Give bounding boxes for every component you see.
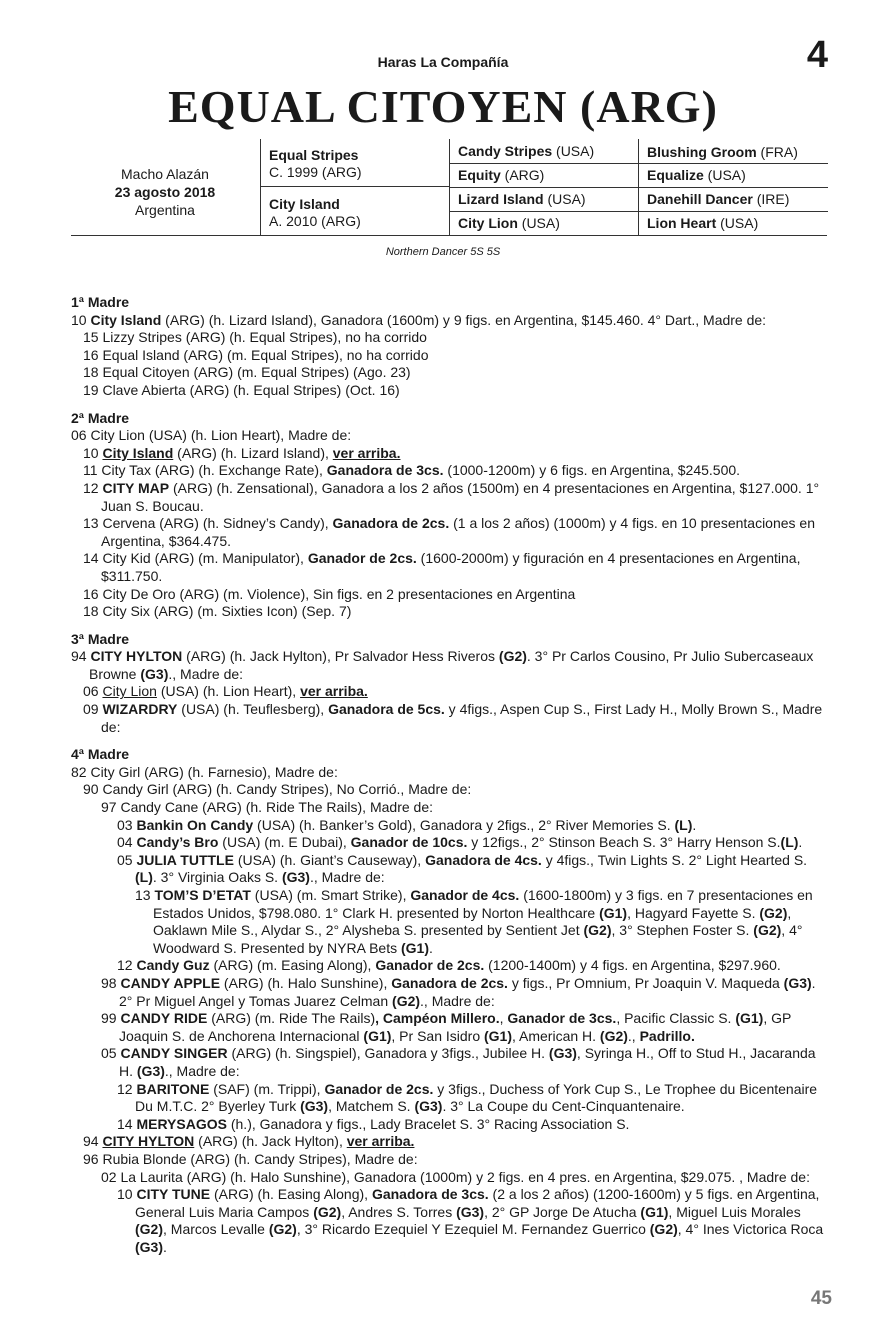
- produce-entry: [71, 1081, 831, 1116]
- page-number: 45: [810, 1288, 832, 1309]
- entry-text: (G2): [753, 922, 782, 939]
- entry-text: , American H.: [512, 1027, 600, 1044]
- produce-entry: [71, 701, 831, 736]
- entry-text: .,: [627, 1027, 640, 1044]
- dam-section: [71, 410, 831, 621]
- cross-reference-text: ver arriba.: [346, 1133, 415, 1150]
- produce-entry: [71, 781, 831, 799]
- dam-section: [71, 294, 831, 400]
- produce-entry: [71, 957, 831, 975]
- entry-text: (G2): [392, 992, 421, 1009]
- entry-text: 03: [117, 816, 137, 833]
- great-grandparent-2: [639, 167, 828, 183]
- entry-text: (G3): [136, 1062, 165, 1079]
- entry-text: 10: [83, 444, 103, 461]
- great-grandparent-country: (IRE): [752, 191, 790, 207]
- entry-text: Ganadora de 2cs.: [332, 515, 450, 532]
- entry-text: Ganador de 2cs.: [324, 1080, 434, 1097]
- entry-text: 12: [117, 957, 137, 974]
- entry-text: (G2): [759, 904, 788, 921]
- entry-text: y 4figs., Twin Lights S. 2° Light Hearted S.: [541, 851, 808, 868]
- entry-text: . 3° Pr Carlos Cousino, Pr Julio Subercaseaux Browne: [89, 648, 814, 682]
- grandparent-2: [450, 167, 638, 183]
- divider: [639, 211, 828, 212]
- entry-text: 16 City De Oro (ARG) (m. Violence), Sin figs. en 2 presentaciones en Argentina: [83, 585, 576, 602]
- entry-text: , Marcos Levalle: [163, 1221, 269, 1238]
- section-title: 4ª Madre: [71, 746, 130, 763]
- lot-number: 4: [806, 34, 828, 76]
- grandparent-country: (USA): [517, 215, 560, 231]
- produce-entry: [71, 603, 831, 621]
- entry-text: ., Madre de:: [164, 1062, 240, 1079]
- great-grandparent-name: Lion Heart: [647, 215, 717, 231]
- entry-text: y figs., Pr Omnium, Pr Joaquin V. Maqueda: [507, 974, 784, 991]
- great-grandparents-column: [638, 139, 828, 235]
- entry-text: ,: [499, 1010, 508, 1027]
- cross-reference-text: CITY HYLTON: [102, 1133, 195, 1150]
- entry-text: , Oaklawn Mile S., Alydar S., 2° Alysheba S. presented by Sentient Jet: [153, 904, 792, 939]
- section-title: 2ª Madre: [71, 409, 130, 426]
- entry-text: (USA) (h. Teuflesberg),: [177, 701, 329, 718]
- pedigree-table: [71, 139, 827, 236]
- entry-text: Ganador de 2cs.: [307, 550, 417, 567]
- great-grandparent-name: Blushing Groom: [647, 144, 757, 160]
- sex-color: Macho Alazán: [121, 166, 209, 182]
- entry-text: y 12figs., 2° Stinson Beach S. 3° Harry Henson S.: [467, 834, 781, 851]
- consignor-name: Haras La Compañía: [377, 54, 509, 70]
- entry-text: (1000-1200m) y 6 figs. en Argentina, $245.500.: [443, 462, 741, 479]
- entry-text: (1600-1800m) y 3 figs. en 7 presentaciones en Estados Unidos, $798.080. 1° Clark H. presented by Norton Healthcare: [153, 887, 813, 921]
- produce-entry: [71, 1186, 831, 1256]
- entry-text: , Syringa H., Off to Stud H., Jacaranda H.: [119, 1045, 816, 1079]
- parents-column: [260, 139, 449, 235]
- entry-text: Ganador de 2cs.: [375, 957, 485, 974]
- entry-text: 06: [83, 683, 103, 700]
- entry-text: , 4° Ines Victorica Roca: [677, 1221, 824, 1238]
- cross-reference-text: ver arriba.: [332, 444, 401, 461]
- entry-text: (1 a los 2 años) (1000m) y 4 figs. en 10 presentaciones en Argentina, $364.475.: [101, 515, 815, 549]
- foaling-date: 23 agosto 2018: [114, 184, 216, 200]
- entry-text: Ganadora de 2cs.: [391, 974, 508, 991]
- produce-entry: [71, 817, 831, 835]
- entry-text: , Hagyard Fayette S.: [627, 904, 760, 921]
- entry-text: (ARG) (m. Easing Along),: [209, 957, 376, 974]
- entry-text: (G3): [783, 974, 812, 991]
- grandparent-4: [450, 215, 638, 231]
- entry-text: (G2): [498, 648, 527, 665]
- entry-text: Candy’s Bro: [136, 834, 219, 851]
- entry-text: (G3): [140, 665, 169, 682]
- entry-text: Candy Guz: [136, 957, 210, 974]
- produce-entry: [71, 683, 831, 701]
- great-grandparent-country: (USA): [703, 167, 746, 183]
- entry-text: (G1): [400, 939, 429, 956]
- entry-text: (USA) (h. Giant’s Causeway),: [233, 851, 426, 868]
- entry-text: , Campéon Millero.: [375, 1010, 500, 1027]
- entry-text: , Pacific Classic S.: [616, 1010, 736, 1027]
- entry-text: (ARG) (h. Jack Hylton),: [194, 1133, 347, 1150]
- entry-text: (ARG) (h. Jack Hylton), Pr Salvador Hess Riveros: [182, 648, 499, 665]
- divider: [450, 211, 638, 212]
- entry-text: (G3): [548, 1045, 577, 1062]
- great-grandparent-1: [639, 144, 828, 160]
- entry-text: TOM’S D’ETAT: [154, 887, 251, 903]
- entry-text: (USA) (m. Smart Strike),: [250, 887, 411, 903]
- entry-text: 94: [71, 648, 91, 665]
- entry-text: 98: [101, 974, 121, 991]
- entry-text: (G3): [414, 1098, 443, 1115]
- entry-text: . 3° La Coupe du Cent-Cinquantenaire.: [442, 1098, 685, 1115]
- entry-text: , Pr San Isidro: [391, 1027, 484, 1044]
- divider: [639, 163, 828, 164]
- entry-text: , 3° Ricardo Ezequiel Y Ezequiel M. Fernandez Guerrico: [296, 1221, 650, 1238]
- entry-text: (G3): [300, 1098, 329, 1115]
- entry-text: (G2): [313, 1203, 342, 1220]
- entry-text: Ganador de 10cs.: [350, 834, 468, 851]
- entry-text: (G2): [135, 1221, 163, 1238]
- produce-entry: [71, 1045, 831, 1080]
- entry-text: 05: [101, 1045, 121, 1062]
- produce-entry: [71, 462, 831, 480]
- entry-text: (G2): [649, 1221, 678, 1238]
- produce-entry: [71, 364, 831, 382]
- entry-text: Ganadora de 3cs.: [371, 1186, 489, 1203]
- entry-text: ., Madre de:: [309, 869, 385, 886]
- entry-text: (G1): [599, 904, 628, 921]
- produce-entry: [71, 887, 831, 957]
- entry-text: ., Madre de:: [168, 665, 244, 682]
- entry-text: 99: [101, 1010, 121, 1027]
- entry-text: Ganador de 4cs.: [410, 887, 520, 903]
- produce-entry: [71, 764, 831, 782]
- dam-section: [71, 631, 831, 737]
- great-grandparent-4: [639, 215, 828, 231]
- great-grandparent-country: (FRA): [756, 144, 798, 160]
- entry-text: (G1): [484, 1027, 512, 1044]
- entry-text: ., Madre de:: [420, 992, 495, 1009]
- produce-entry: [71, 329, 831, 347]
- entry-text: . 2° Pr Miguel Angel y Tomas Juarez Celman: [119, 974, 816, 1009]
- entry-text: (L): [135, 869, 153, 886]
- entry-text: 14 City Kid (ARG) (m. Manipulator),: [83, 550, 308, 567]
- sire-info: C. 1999 (ARG): [269, 164, 362, 180]
- produce-entry: [71, 1116, 831, 1134]
- entry-text: , 3° Stephen Foster S.: [611, 922, 754, 939]
- produce-entry: [71, 347, 831, 365]
- divider: [450, 163, 638, 164]
- entry-text: , Matchem S.: [328, 1098, 415, 1115]
- entry-text: 90 Candy Girl (ARG) (h. Candy Stripes), No Corrió., Madre de:: [83, 781, 472, 798]
- entry-text: 19 Clave Abierta (ARG) (h. Equal Stripes) (Oct. 16): [83, 381, 400, 398]
- entry-text: 11 City Tax (ARG) (h. Exchange Rate),: [83, 462, 327, 479]
- entry-text: 12: [83, 479, 103, 496]
- entry-text: (G2): [268, 1221, 297, 1238]
- entry-text: CITY MAP: [102, 479, 170, 496]
- produce-entry: [71, 852, 831, 887]
- entry-text: (USA) (m. E Dubai),: [218, 834, 351, 851]
- entry-text: (ARG) (h. Lizard Island),: [173, 444, 333, 461]
- entry-text: 15 Lizzy Stripes (ARG) (h. Equal Stripes), no ha corrido: [83, 329, 427, 346]
- divider: [261, 186, 449, 187]
- entry-text: .: [692, 816, 697, 833]
- entry-text: Bankin On Candy: [136, 816, 254, 833]
- entry-text: . 3° Virginia Oaks S.: [152, 869, 282, 886]
- dam-info: A. 2010 (ARG): [269, 213, 361, 229]
- grandparent-name: City Lion: [458, 215, 518, 231]
- entry-text: (G1): [363, 1027, 392, 1044]
- foaling-country: Argentina: [135, 202, 195, 218]
- entry-text: (ARG) (h. Easing Along),: [210, 1186, 372, 1203]
- produce-entry: [71, 1169, 831, 1187]
- entry-text: CANDY APPLE: [120, 974, 221, 991]
- entry-text: 13: [135, 887, 155, 903]
- entry-text: (L): [780, 834, 799, 851]
- entry-text: (ARG) (m. Ride The Rails): [207, 1010, 376, 1027]
- inbreeding-note: Northern Dancer 5S 5S: [385, 246, 501, 258]
- entry-text: .: [428, 939, 433, 956]
- entry-text: MERYSAGOS: [136, 1115, 227, 1132]
- cross-reference-text: ver arriba.: [300, 683, 368, 700]
- section-title: 3ª Madre: [71, 630, 130, 647]
- entry-text: 82 City Girl (ARG) (h. Farnesio), Madre de:: [71, 763, 338, 780]
- entry-text: CANDY SINGER: [120, 1045, 228, 1062]
- grandparent-name: Candy Stripes: [458, 143, 553, 159]
- entry-text: Ganadora de 4cs.: [425, 851, 542, 868]
- family-notes: [71, 294, 831, 1256]
- entry-text: , Miguel Luis Morales: [668, 1203, 801, 1220]
- entry-text: BARITONE: [136, 1080, 210, 1097]
- produce-entry: [71, 312, 831, 330]
- entry-text: (G1): [735, 1010, 764, 1027]
- entry-text: City Island: [90, 311, 162, 328]
- produce-entry: [71, 799, 831, 817]
- entry-text: Padrillo.: [639, 1027, 695, 1044]
- great-grandparent-name: Equalize: [647, 167, 704, 183]
- horse-name: EQUAL CITOYEN (ARG): [168, 81, 718, 132]
- entry-text: 06 City Lion (USA) (h. Lion Heart), Madre de:: [71, 427, 352, 444]
- entry-text: 18 Equal Citoyen (ARG) (m. Equal Stripes) (Ago. 23): [83, 364, 411, 381]
- grandparent-name: Equity: [458, 167, 501, 183]
- entry-text: 09: [83, 701, 103, 718]
- entry-text: 12: [117, 1080, 137, 1097]
- entry-text: 16 Equal Island (ARG) (m. Equal Stripes), no ha corrido: [83, 346, 429, 363]
- entry-text: (G2): [583, 922, 612, 939]
- entry-text: (ARG) (h. Zensational), Ganadora a los 2 años (1500m) en 4 presentaciones en Argentina, $127.000. 1° Juan S. Boucau.: [101, 479, 820, 514]
- produce-entry: [71, 1151, 831, 1169]
- entry-text: WIZARDRY: [102, 701, 178, 718]
- entry-text: (1200-1400m) y 4 figs. en Argentina, $297.960.: [484, 957, 781, 974]
- entry-text: (SAF) (m. Trippi),: [209, 1080, 325, 1097]
- entry-text: (ARG) (h. Lizard Island), Ganadora (1600m) y 9 figs. en Argentina, $145.460. 4° Dart., Madre de:: [161, 311, 767, 328]
- dam: [261, 196, 449, 230]
- entry-text: Ganadora de 5cs.: [328, 701, 445, 718]
- entry-text: 04: [117, 834, 137, 851]
- produce-entry: [71, 1010, 831, 1045]
- produce-entry: [71, 427, 831, 445]
- subject-info: [71, 139, 259, 235]
- entry-text: (USA) (h. Lion Heart),: [156, 683, 301, 700]
- grandparent-country: (USA): [543, 191, 586, 207]
- produce-entry: [71, 834, 831, 852]
- entry-text: CITY HYLTON: [90, 648, 183, 665]
- entry-text: (ARG) (h. Singspiel), Ganadora y 3figs., Jubilee H.: [227, 1045, 549, 1062]
- grandparents-column: [449, 139, 638, 235]
- entry-text: Ganador de 3cs.: [507, 1010, 617, 1027]
- produce-entry: [71, 550, 831, 585]
- entry-text: 05: [117, 851, 137, 868]
- entry-text: , 2° GP Jorge De Atucha: [484, 1203, 641, 1220]
- entry-text: (G1): [640, 1203, 669, 1220]
- entry-text: 02 La Laurita (ARG) (h. Halo Sunshine), Ganadora (1000m) y 2 figs. en 4 pres. en Argentina, $29.075. , Madre de:: [101, 1168, 810, 1185]
- entry-text: CANDY RIDE: [120, 1010, 208, 1027]
- entry-text: (h.), Ganadora y figs., Lady Bracelet S. 3° Racing Association S.: [226, 1115, 630, 1132]
- grandparent-country: (USA): [552, 143, 595, 159]
- entry-text: 14: [117, 1115, 137, 1132]
- entry-text: JULIA TUTTLE: [136, 851, 234, 868]
- produce-entry: [71, 445, 831, 463]
- entry-text: (G3): [281, 869, 310, 886]
- great-grandparent-country: (USA): [716, 215, 759, 231]
- entry-text: (L): [674, 816, 693, 833]
- entry-text: 97 Candy Cane (ARG) (h. Ride The Rails), Madre de:: [101, 799, 433, 816]
- entry-text: .: [163, 1238, 167, 1255]
- entry-text: (G2): [599, 1027, 628, 1044]
- entry-text: , GP Joaquin S. de Anchorena Internacional: [119, 1010, 792, 1044]
- entry-text: 94: [83, 1133, 103, 1150]
- entry-text: (1600-2000m) y figuración en 4 presentaciones en Argentina, $311.750.: [101, 550, 801, 584]
- entry-text: , Andres S. Torres: [341, 1203, 457, 1220]
- sire-name: Equal Stripes: [269, 147, 359, 163]
- produce-entry: [71, 515, 831, 550]
- dam-section: [71, 746, 831, 1256]
- entry-text: (G3): [135, 1238, 163, 1255]
- entry-text: , 4° Woodward S. Presented by NYRA Bets: [153, 922, 803, 956]
- produce-entry: [71, 648, 831, 683]
- divider: [639, 187, 828, 188]
- entry-text: .: [798, 834, 803, 851]
- dam-name: City Island: [269, 196, 340, 212]
- divider: [450, 187, 638, 188]
- cross-reference-text: City Island: [102, 444, 174, 461]
- section-title: 1ª Madre: [71, 294, 130, 310]
- produce-entry: [71, 975, 831, 1010]
- great-grandparent-3: [639, 191, 828, 207]
- entry-text: 96 Rubia Blonde (ARG) (h. Candy Stripes), Madre de:: [83, 1150, 418, 1167]
- entry-text: (G3): [456, 1203, 485, 1220]
- entry-text: 18 City Six (ARG) (m. Sixties Icon) (Sep. 7): [83, 603, 352, 620]
- cross-reference-text: City Lion: [102, 683, 157, 700]
- sire: [261, 147, 449, 181]
- entry-text: y 4figs., Aspen Cup S., First Lady H., Molly Brown S., Madre de:: [101, 701, 823, 735]
- grandparent-name: Lizard Island: [458, 191, 544, 207]
- produce-entry: [71, 480, 831, 515]
- entry-text: Ganadora de 3cs.: [326, 462, 444, 479]
- entry-text: (2 a los 2 años) (1200-1600m) y 5 figs. en Argentina, General Luis Maria Campos: [135, 1186, 820, 1220]
- produce-entry: [71, 382, 831, 400]
- entry-text: 10: [117, 1186, 137, 1203]
- produce-entry: [71, 586, 831, 604]
- entry-text: 13 Cervena (ARG) (h. Sidney’s Candy),: [83, 515, 333, 532]
- entry-text: (USA) (h. Banker’s Gold), Ganadora y 2figs., 2° River Memories S.: [253, 816, 675, 833]
- entry-text: CITY TUNE: [136, 1186, 211, 1203]
- produce-entry: [71, 1133, 831, 1151]
- entry-text: y 3figs., Duchess of York Cup S., Le Trophee du Bicentenaire Du M.T.C. 2° Byerley Turk: [135, 1080, 818, 1115]
- entry-text: (ARG) (h. Halo Sunshine),: [220, 974, 392, 991]
- grandparent-country: (ARG): [500, 167, 545, 183]
- great-grandparent-name: Danehill Dancer: [647, 191, 753, 207]
- grandparent-3: [450, 191, 638, 207]
- grandparent-1: [450, 143, 638, 159]
- entry-text: 10: [71, 311, 91, 328]
